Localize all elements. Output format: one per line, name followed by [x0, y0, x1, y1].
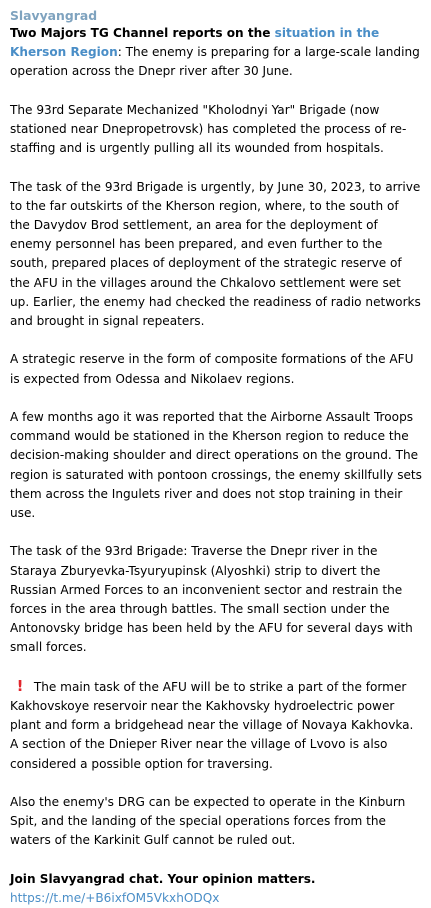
strategic-reserve-paragraph: A strategic reserve in the form of composite formations of the AFU is expected from Odessa and Nikolaev regions.: [10, 352, 414, 386]
join-chat-text: Join Slavyangrad chat. Your opinion matters.: [10, 871, 316, 886]
drg-paragraph: Also the enemy's DRG can be expected to operate in the Kinburn Spit, and the landing of the special operations forces from the waters of the Karkinit Gulf cannot be ruled out.: [10, 795, 406, 848]
kherson-situation-link[interactable]: situation in the Kherson Region: [10, 26, 380, 60]
chat-invite-link[interactable]: https://t.me/+B6ixfOM5VkxhODQx: [10, 891, 220, 906]
footer: [10, 870, 422, 908]
brigade-restaffing-paragraph: The 93rd Separate Mechanized "Kholodnyi Yar" Brigade (now stationed near Dnepropetrovsk) has completed the process of re-staffing and is urgently pulling all its wounded from hospitals.: [10, 102, 407, 156]
channel-name[interactable]: Slavyangrad: [10, 8, 98, 23]
main-task-paragraph: [10, 677, 422, 774]
brigade-task-paragraph: The task of the 93rd Brigade is urgently, by June 30, 2023, to arrive to the far outskirts of the Kherson region, where, to the south of the Davydov Brod settlement, an area for the deployment of enemy personnel has been prepared, and even further to the south, prepared places of deployment of the strategic reserve of the AFU in the villages around the Chkalovo settlement were set up. Earlier, the enemy had checked the readiness of radio networks and brought in signal repeaters.: [10, 179, 421, 329]
airborne-assault-paragraph: A few months ago it was reported that the Airborne Assault Troops command would be stationed in the Kherson region to reduce the decision-making shoulder and direct operations on the ground. The region is saturated with pontoon crossings, the enemy skillfully sets them across the Ingulets river and does not stop training in their use.: [10, 410, 422, 521]
intro-rest-text: : The enemy is preparing for a large-scale landing operation across the Dnepr river after 30 June.: [10, 45, 420, 79]
main-task-text: The main task of the AFU will be to strike a part of the former Kakhovskoye reservoir near the Kakhovsky hydroelectric power plant and form a bridgehead near the village of Novaya Kakhovka. A section of the Dnieper River near the village of Lvovo is also considered a possible option for traversing.: [10, 679, 414, 771]
intro-bold-text: Two Majors TG Channel reports on the: [10, 26, 275, 40]
intro-paragraph: [10, 24, 422, 82]
traverse-task-paragraph: The task of the 93rd Brigade: Traverse the Dnepr river in the Staraya Zburyevka-Tsyuryupinsk (Alyoshki) strip to divert the Russian Armed Forces to an inconvenient sector and restrain the forces in the area through battles. The small section under the Antonovsky bridge has been held by the AFU for several days with small forces.: [10, 544, 413, 655]
exclamation-icon: !: [16, 676, 24, 695]
